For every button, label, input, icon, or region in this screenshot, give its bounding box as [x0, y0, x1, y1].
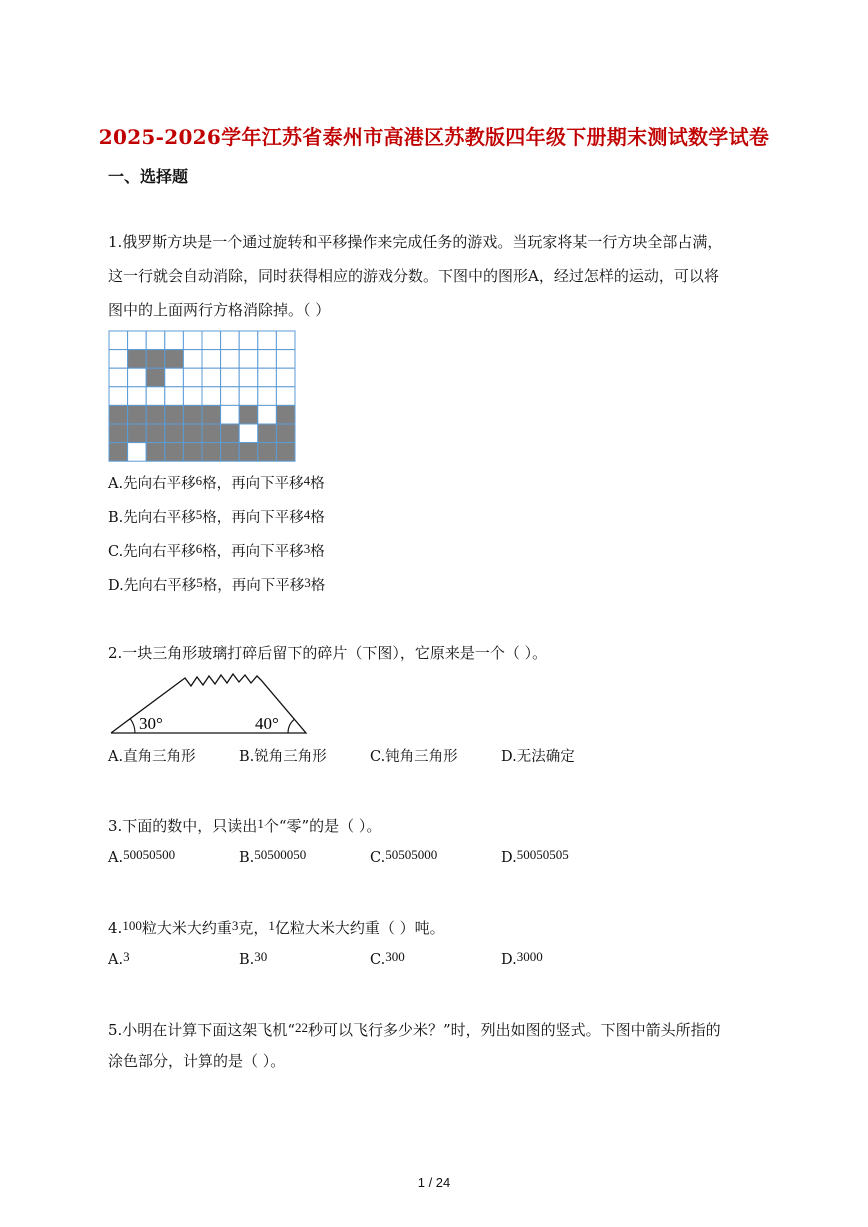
grid-cell-empty [239, 424, 258, 443]
grid-cell-empty [165, 368, 184, 387]
grid-cell-empty [221, 405, 240, 424]
grid-cell-empty [221, 331, 240, 350]
grid-cell-empty [239, 387, 258, 406]
grid-cell-empty [165, 331, 184, 350]
grid-cell-empty [109, 368, 128, 387]
grid-cell-filled [276, 405, 295, 424]
grid-cell-filled [258, 443, 277, 462]
question-1-line-2: 这一行就会自动消除，同时获得相应的游戏分数。下图中的图形A，经过怎样的运动，可以将 [108, 267, 719, 285]
question-4-option-c[interactable]: C.300 [370, 949, 405, 968]
question-2-text: 2.一块三角形玻璃打碎后留下的碎片（下图），它原来是一个（ ）。 [108, 644, 548, 662]
grid-cell-filled [165, 424, 184, 443]
grid-cell-empty [258, 368, 277, 387]
question-2-option-d[interactable]: D.无法确定 [501, 749, 575, 765]
section-heading: 一、选择题 [108, 167, 189, 186]
grid-cell-filled [146, 405, 165, 424]
grid-cell-empty [109, 350, 128, 369]
question-2-option-b[interactable]: B.锐角三角形 [239, 749, 327, 765]
grid-cell-filled [202, 443, 221, 462]
grid-cell-empty [128, 368, 147, 387]
grid-cell-empty [239, 368, 258, 387]
question-5-line-2: 涂色部分，计算的是（ ）。 [108, 1052, 286, 1070]
grid-cell-filled [202, 424, 221, 443]
question-2-option-c[interactable]: C.钝角三角形 [370, 749, 458, 765]
grid-cell-filled [165, 350, 184, 369]
grid-cell-filled [276, 443, 295, 462]
grid-cell-empty [258, 331, 277, 350]
grid-cell-empty [202, 350, 221, 369]
grid-cell-filled [239, 443, 258, 462]
angle-label-40: 40° [255, 714, 279, 733]
grid-cell-filled [239, 405, 258, 424]
question-4-text: 4.100粒大米大约重3克，1亿粒大米大约重（ ）吨。 [108, 918, 445, 937]
grid-cell-filled [221, 443, 240, 462]
question-1-option-b[interactable]: B.先向右平移5格，再向下平移4格 [108, 507, 325, 526]
right-angle-arc [288, 719, 294, 733]
grid-cell-filled [128, 424, 147, 443]
page-number: 1 / 24 [417, 1175, 451, 1190]
grid-cell-empty [202, 368, 221, 387]
grid-cell-empty [109, 331, 128, 350]
grid-cell-empty [128, 387, 147, 406]
question-3-option-b[interactable]: B.50500050 [239, 847, 307, 866]
grid-cell-empty [109, 387, 128, 406]
grid-cell-empty [258, 350, 277, 369]
grid-cell-empty [239, 350, 258, 369]
grid-cell-empty [276, 350, 295, 369]
grid-cell-empty [183, 368, 202, 387]
question-3-option-d[interactable]: D.50050505 [501, 847, 569, 866]
angle-label-30: 30° [139, 714, 163, 733]
question-4-option-d[interactable]: D.3000 [501, 949, 543, 968]
grid-cell-filled [183, 405, 202, 424]
grid-cell-empty [221, 387, 240, 406]
grid-cell-empty [258, 405, 277, 424]
question-4-option-a[interactable]: A.3 [108, 949, 130, 968]
grid-cell-empty [202, 331, 221, 350]
grid-cell-filled [128, 350, 147, 369]
question-2-option-a[interactable]: A.直角三角形 [108, 749, 196, 765]
grid-cell-filled [109, 443, 128, 462]
tetris-grid-figure [108, 330, 298, 462]
grid-cell-filled [146, 350, 165, 369]
question-1-option-c[interactable]: C.先向右平移6格，再向下平移3格 [108, 541, 325, 560]
grid-cell-filled [109, 424, 128, 443]
grid-cell-empty [165, 387, 184, 406]
grid-cell-filled [258, 424, 277, 443]
left-angle-arc [130, 719, 135, 733]
grid-cell-empty [221, 368, 240, 387]
question-1-option-a[interactable]: A.先向右平移6格，再向下平移4格 [108, 473, 325, 492]
question-3-text: 3.下面的数中，只读出1个“零”的是（ ）。 [108, 816, 382, 835]
grid-cell-filled [146, 443, 165, 462]
grid-cell-empty [146, 387, 165, 406]
grid-cell-empty [276, 387, 295, 406]
question-4-option-b[interactable]: B.30 [239, 949, 268, 968]
grid-cell-filled [276, 424, 295, 443]
grid-cell-filled [183, 443, 202, 462]
grid-cell-empty [202, 387, 221, 406]
question-5-line-1: 5.小明在计算下面这架飞机“22秒可以飞行多少米？”时，列出如图的竖式。下图中箭头所指的 [108, 1020, 721, 1039]
grid-cell-filled [109, 405, 128, 424]
grid-cell-filled [183, 424, 202, 443]
grid-cell-empty [276, 331, 295, 350]
question-3-option-c[interactable]: C.50505000 [370, 847, 438, 866]
grid-cell-filled [146, 424, 165, 443]
question-1-line-3: 图中的上面两行方格消除掉。（ ） [108, 301, 331, 319]
grid-cell-empty [146, 331, 165, 350]
grid-cell-empty [128, 443, 147, 462]
grid-cell-filled [165, 443, 184, 462]
grid-cell-filled [221, 424, 240, 443]
grid-cell-empty [276, 368, 295, 387]
grid-cell-empty [183, 350, 202, 369]
grid-cell-empty [258, 387, 277, 406]
grid-cell-filled [165, 405, 184, 424]
grid-cell-empty [128, 331, 147, 350]
glass-shard-figure [108, 672, 313, 738]
grid-cell-filled [202, 405, 221, 424]
grid-cell-empty [239, 331, 258, 350]
grid-cell-empty [183, 331, 202, 350]
grid-cell-filled [146, 368, 165, 387]
grid-cell-empty [183, 387, 202, 406]
grid-cell-filled [128, 405, 147, 424]
question-1-option-d[interactable]: D.先向右平移5格，再向下平移3格 [108, 575, 326, 594]
question-3-option-a[interactable]: A.50050500 [108, 847, 176, 866]
page-title: 2025-2026学年江苏省泰州市高港区苏教版四年级下册期末测试数学试卷 [98, 125, 770, 149]
question-1-line-1: 1.俄罗斯方块是一个通过旋转和平移操作来完成任务的游戏。当玩家将某一行方块全部占满， [108, 233, 723, 251]
grid-cell-empty [221, 350, 240, 369]
